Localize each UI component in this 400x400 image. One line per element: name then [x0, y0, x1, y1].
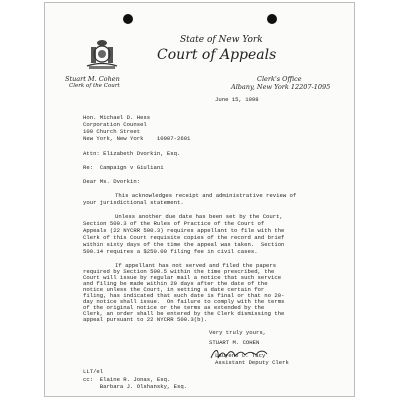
paragraph-line: notice unless the Court, in setting a date certain for	[83, 286, 265, 293]
paragraph-line: Clerk of this Court requisite copies of the record and brief	[83, 234, 285, 241]
recipient-line: Corporation Counsel	[83, 121, 147, 128]
paragraph-line: filing, has indicated that such date is final or that no 20-	[83, 292, 285, 299]
signer-caps: STUART M. COHEN	[209, 339, 260, 346]
letter-date: June 15, 1998	[215, 96, 259, 103]
letterhead-clerk-name: Stuart M. Cohen	[65, 75, 120, 83]
attention-line: Attn: Elizabeth Dvorkin, Esq.	[83, 150, 181, 157]
recipient-line: Hon. Michael D. Hess	[83, 114, 151, 121]
signer-title: Assistant Deputy Clerk	[215, 359, 289, 366]
letterhead-court: Court of Appeals	[157, 47, 277, 63]
paragraph-line: appeal pursuant to 22 NYCRR 500.3(b).	[83, 316, 208, 323]
paragraph-line: Appeals (22 NYCRR 500.3) requires appellant to file with the	[83, 227, 285, 234]
paragraph-line: Clerk, an order shall be entered by the Clerk dismissing the	[83, 310, 285, 317]
recipient-line: New York, New York 10007-2601	[83, 135, 191, 142]
paragraph-line: day notice shall issue. On failure to comply with the terms	[83, 298, 285, 305]
paragraph-line: Section 500.3 of the Rules of Practice of the Court of	[83, 220, 265, 227]
typist-initials: LLT/el	[83, 368, 104, 375]
paragraph-line: Unless another due date has been set by the Court,	[115, 213, 283, 220]
paragraph-line: Court will issue by regular mail a notice that such service	[83, 274, 282, 281]
salutation: Dear Ms. Dvorkin:	[83, 178, 141, 185]
letterhead-office: Clerk's Office	[257, 75, 302, 83]
letterhead-address: Albany, New York 12207-1095	[231, 83, 331, 91]
paragraph-line: This acknowledges receipt and administrative review of	[115, 192, 297, 199]
paragraph-line: required by Section 500.5 within the time prescribed, the	[83, 268, 275, 275]
cc-line: cc: Elaine R. Jonas, Esq.	[83, 376, 171, 383]
paragraph-line: and filing be made within 20 days after the date of the	[83, 280, 268, 287]
punch-hole	[123, 14, 133, 24]
punch-hole	[267, 14, 277, 24]
letterhead-clerk-title: Clerk of the Court	[69, 83, 120, 89]
cc-line: Barbara J. Olshansky, Esq.	[83, 383, 188, 390]
closing: Very truly yours,	[209, 329, 267, 336]
paragraph-line: If appellant has not served and filed the papers	[115, 262, 277, 269]
paragraph-line: within sixty days of the time the appeal was taken. Section	[83, 241, 285, 248]
subject-line: Re: Campaign v Giuliani	[83, 164, 164, 171]
state-seal-icon	[83, 35, 121, 71]
recipient-line: 100 Church Street	[83, 128, 141, 135]
letter-page	[44, 2, 355, 397]
paragraph-line: of the original notice or the terms as extended by the	[83, 304, 265, 311]
paragraph-line: 500.14 requires a $250.00 filing fee in civil cases.	[83, 248, 258, 255]
signer-name: Laurene L. Tacy	[215, 352, 266, 359]
letterhead-state: State of New York	[180, 35, 263, 45]
paragraph-line: your jurisdictional statement.	[83, 199, 184, 206]
